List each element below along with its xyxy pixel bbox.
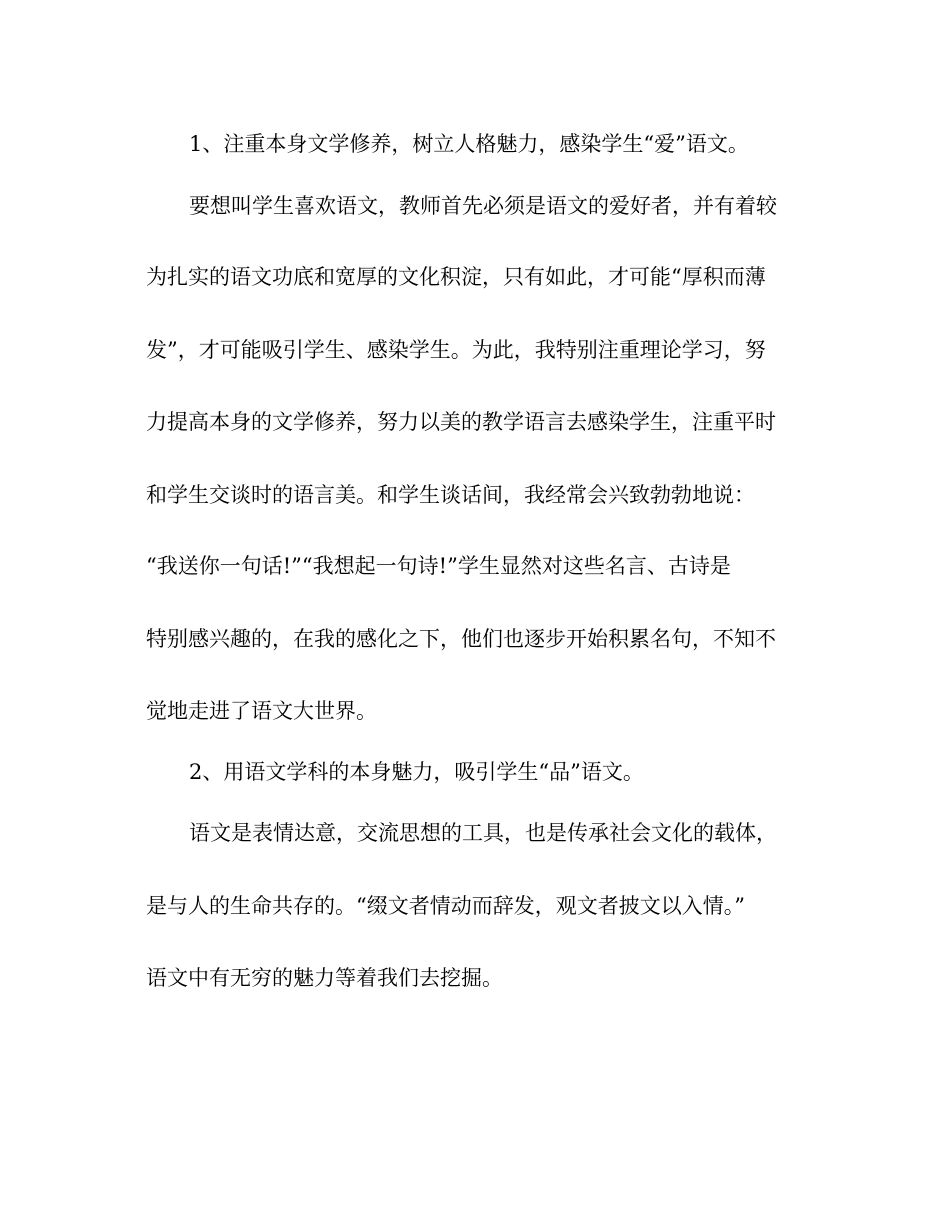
section-1-paragraph-line-4: 力提高本身的文学修养，努力以美的教学语言去感染学生，注重平时 (146, 410, 776, 434)
section-1-paragraph-line-1: 要想叫学生喜欢语文，教师首先必须是语文的爱好者，并有着较 (189, 194, 777, 218)
section-1-paragraph-line-6: “我送你一句话!”“我想起一句诗!”学生显然对这些名言、古诗是 (146, 554, 731, 578)
section-2-paragraph-line-3: 语文中有无穷的魅力等着我们去挖掘。 (146, 966, 503, 990)
section-1-paragraph-line-5: 和学生交谈时的语言美。和学生谈话间，我经常会兴致勃勃地说： (146, 483, 755, 507)
section-1-heading: 1、注重本身文学修养，树立人格魅力，感染学生“爱”语文。 (189, 132, 749, 156)
section-1-paragraph-line-3: 发”，才可能吸引学生、感染学生。为此，我特别注重理论学习，努 (146, 338, 766, 362)
section-1-paragraph-line-7: 特别感兴趣的，在我的感化之下，他们也逐步开始积累名句，不知不 (146, 627, 776, 651)
section-1-paragraph-line-2: 为扎实的语文功底和宽厚的文化积淀，只有如此，才可能“厚积而薄 (146, 265, 766, 289)
section-2-heading: 2、用语文学科的本身魅力，吸引学生“品”语文。 (189, 760, 644, 784)
section-2-paragraph-line-2: 是与人的生命共存的。“缀文者情动而辞发，观文者披文以入情。” (146, 894, 745, 918)
section-2-paragraph-line-1: 语文是表情达意，交流思想的工具，也是传承社会文化的载体， (189, 821, 777, 845)
section-1-paragraph-line-8: 觉地走进了语文大世界。 (146, 699, 377, 723)
